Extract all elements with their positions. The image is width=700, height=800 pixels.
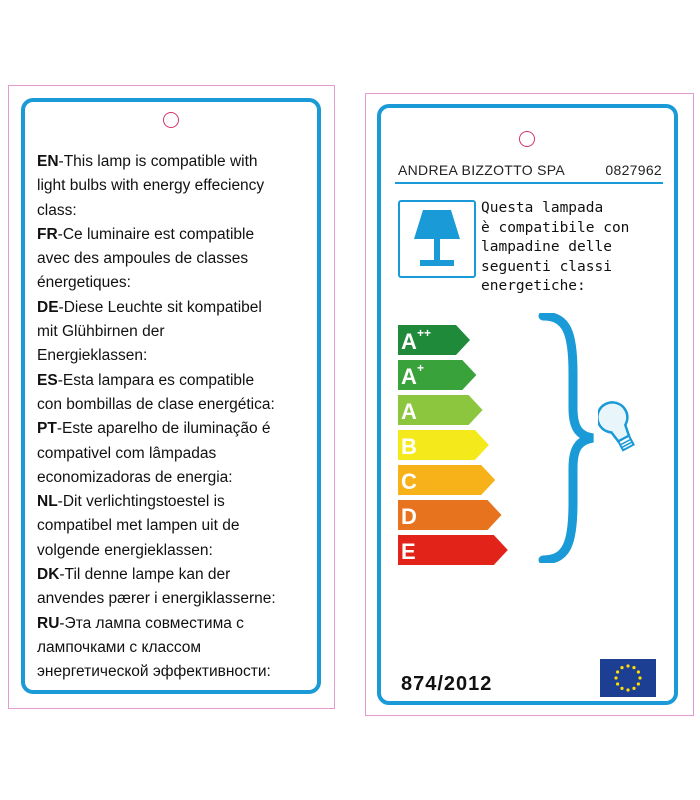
- lang-line-text: -Este aparelho de iluminação é: [56, 420, 271, 438]
- energy-class-b: [398, 430, 489, 460]
- svg-text:++: ++: [417, 326, 432, 340]
- lang-line: [37, 417, 313, 441]
- lang-line: [37, 466, 313, 490]
- lang-code: RU: [37, 614, 60, 632]
- lang-line: [37, 587, 313, 611]
- company-underline: [395, 182, 663, 184]
- svg-text:B: B: [401, 434, 417, 459]
- italian-line: Questa lampada: [481, 200, 604, 216]
- lang-line-text: -Esta lampara es compatible: [57, 371, 255, 389]
- lang-line: [37, 199, 313, 223]
- lang-line: [37, 344, 313, 368]
- lang-line-text: compatibel met lampen uit de: [37, 517, 240, 535]
- lang-line-text: mit Glühbirnen der: [37, 323, 165, 341]
- lang-entry-dk: [37, 563, 313, 612]
- lang-line-text: Energieklassen:: [37, 347, 148, 365]
- italian-line: energetiche:: [481, 278, 586, 294]
- lang-code: EN: [37, 153, 59, 170]
- lang-code: PT: [37, 420, 57, 438]
- lang-line-text: -This lamp is compatible with: [58, 153, 258, 170]
- lang-line: [37, 223, 313, 247]
- svg-text:C: C: [401, 469, 417, 494]
- lang-line-text: -Dit verlichtingstoestel is: [57, 493, 225, 511]
- energy-class-aplusplus: [398, 325, 470, 355]
- light-bulb-icon: [598, 398, 638, 460]
- energy-class-e: [398, 535, 508, 565]
- svg-text:+: +: [417, 361, 425, 375]
- italian-line: è compatibile con: [481, 219, 630, 236]
- lang-line: [37, 393, 313, 417]
- lang-code: ES: [37, 371, 58, 389]
- lang-line-text: -Diese Leuchte sit kompatibel: [58, 298, 262, 316]
- lang-line: [37, 369, 313, 393]
- brace-icon: [537, 313, 597, 563]
- product-code: 0827962: [605, 162, 662, 178]
- lang-line: [37, 514, 313, 538]
- left-tag-hole: [163, 112, 179, 128]
- right-tag-hole: [519, 131, 535, 147]
- lang-line: [37, 150, 313, 174]
- svg-text:A: A: [401, 399, 417, 424]
- lang-entry-en: [37, 150, 313, 223]
- energy-class-c: [398, 465, 495, 495]
- lang-line: [37, 320, 313, 344]
- italian-line: lampadine delle: [481, 239, 612, 255]
- lang-line-text: -Til denne lampe kan der: [59, 566, 231, 584]
- lang-entry-fr: [37, 223, 313, 296]
- lang-code: FR: [37, 225, 58, 243]
- lang-entry-pt: [37, 417, 313, 490]
- lang-line-text: -Эта лампа совместима с: [59, 614, 244, 632]
- energy-class-d: [398, 500, 502, 530]
- lang-entry-es: [37, 369, 313, 418]
- lang-line-text: avec des ampoules de classes: [37, 250, 249, 268]
- lamp-icon: [398, 200, 476, 278]
- lang-line: [37, 296, 313, 320]
- lang-line: [37, 247, 313, 271]
- svg-text:D: D: [401, 504, 417, 529]
- energy-class-a: [398, 395, 483, 425]
- lang-line: [37, 636, 313, 660]
- company-row: [398, 162, 662, 178]
- svg-text:A: A: [401, 329, 417, 354]
- lang-line-text: class:: [37, 201, 77, 219]
- lang-entry-ru: [37, 612, 313, 685]
- energy-class-aplus: [398, 360, 476, 390]
- lang-line-text: light bulbs with energy effeciency: [37, 177, 265, 195]
- lang-code: NL: [37, 493, 58, 511]
- lang-line-text: энергетической эффективности:: [37, 663, 271, 681]
- lang-line-text: compativel com lâmpadas: [37, 444, 217, 462]
- italian-text: [481, 199, 666, 297]
- lang-line: [37, 442, 313, 466]
- multilingual-text: [37, 150, 313, 685]
- regulation-number: 874/2012: [401, 673, 493, 695]
- lang-line: [37, 271, 313, 295]
- lang-code: DE: [37, 298, 59, 316]
- lang-line-text: con bombillas de clase energética:: [37, 395, 275, 413]
- lang-line: [37, 660, 313, 684]
- lang-line: [37, 563, 313, 587]
- lang-line-text: economizadoras de energia:: [37, 468, 233, 486]
- svg-text:E: E: [401, 539, 416, 564]
- lang-line-text: volgende energieklassen:: [37, 541, 213, 559]
- lang-line-text: -Ce luminaire est compatible: [57, 225, 255, 243]
- lang-line: [37, 490, 313, 514]
- lang-line-text: anvendes pærer i energiklasserne:: [37, 590, 276, 608]
- lang-entry-nl: [37, 490, 313, 563]
- svg-text:A: A: [401, 364, 417, 389]
- lang-line: [37, 174, 313, 198]
- italian-line: seguenti classi: [481, 258, 612, 275]
- eu-flag-icon: [600, 659, 656, 697]
- company-name: ANDREA BIZZOTTO SPA: [398, 162, 565, 178]
- lang-line: [37, 539, 313, 563]
- lang-entry-de: [37, 296, 313, 369]
- lang-line-text: énergetiques:: [37, 274, 131, 292]
- lang-line-text: лампочками с классом: [37, 638, 202, 656]
- lang-code: DK: [37, 566, 60, 584]
- lang-line: [37, 612, 313, 636]
